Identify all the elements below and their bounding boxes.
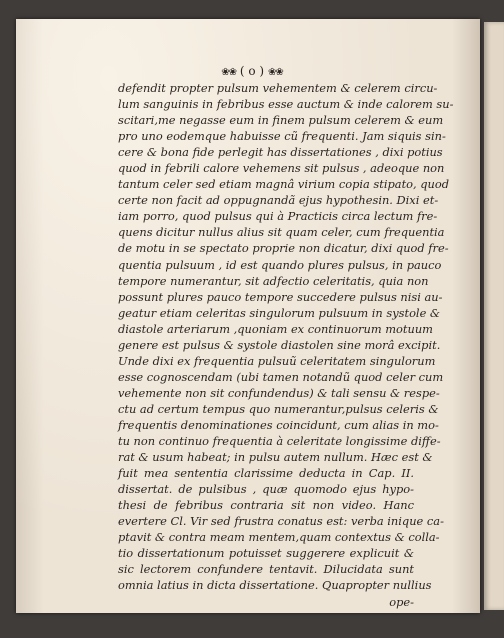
page-header bbox=[0, 64, 504, 78]
adjacent-page-edge bbox=[484, 22, 504, 610]
body-text bbox=[118, 80, 454, 610]
text-line: possunt plures pauco tempore succedere pulsus nisi au- bbox=[118, 289, 443, 304]
page-number: ( o ) bbox=[239, 64, 265, 78]
text-line: diastole arteriarum ,quoniam ex continuorum motuum bbox=[118, 321, 433, 336]
text-line: lum sanguinis in febribus esse auctum & inde calorem su- bbox=[118, 97, 454, 112]
text-line: thesi de febribus contraria sit non video. Hanc bbox=[118, 498, 414, 513]
text-line: quod in febrili calore vehemens sit pulsus , adeoque non bbox=[118, 161, 445, 176]
text-line: fuit mea sententia clarissime deducta in Cap. II. bbox=[118, 466, 414, 481]
text-line: tempore numerantur, sit adfectio celeritatis, quia non bbox=[118, 273, 429, 288]
text-line: omnia latius in dicta dissertatione. Quapropter nullius bbox=[118, 578, 432, 593]
text-line: tu non continuo frequentia à celeritate longissime diffe- bbox=[118, 434, 441, 449]
text-line: tio dissertationum potuisset suggerere explicuit & bbox=[118, 546, 414, 561]
text-line: frequentis denominationes coincidunt, cum alias in mo- bbox=[118, 417, 439, 432]
text-line: geatur etiam celeritas singulorum pulsuum in systole & bbox=[118, 305, 441, 320]
text-line: sic lectorem confundere tentavit. Dilucidata sunt bbox=[118, 562, 414, 577]
text-line: cere & bona fide perlegit has dissertationes , dixi potius bbox=[118, 145, 443, 160]
text-line: quentia pulsuum , id est quando plures pulsus, in pauco bbox=[118, 257, 442, 272]
text-line: de motu in se spectato proprie non dicatur, dixi quod fre- bbox=[118, 241, 449, 256]
text-line: rat & usum habeat; in pulsu autem nullum. Hæc est & bbox=[118, 450, 433, 465]
text-line: Unde dixi ex frequentia pulsuũ celeritatem singulorum bbox=[118, 353, 436, 368]
text-line: evertere Cl. Vir sed frustra conatus est: verba inique ca- bbox=[118, 514, 444, 529]
text-line: certe non facit ad oppugnandã ejus hypothesin. Dixi et- bbox=[118, 193, 439, 208]
text-line: ptavit & contra meam mentem,quam contextus & colla- bbox=[118, 530, 440, 545]
ornament-left-icon: ❀❀ bbox=[221, 67, 237, 78]
text-line: iam porro, quod pulsus qui à Practicis circa lectum fre- bbox=[118, 209, 438, 224]
text-line: vehemente non sit confundendus) & tali sensu & respe- bbox=[118, 385, 440, 400]
text-line: genere est pulsus & systole diastolen sine morâ excipit. bbox=[118, 337, 441, 352]
text-line: dissertat. de pulsibus , quæ quomodo ejus hypo- bbox=[118, 482, 414, 497]
text-line: scitari,me negasse eum in finem pulsum celerem & eum bbox=[118, 113, 444, 128]
catchword: ope- bbox=[389, 594, 414, 609]
text-line: tantum celer sed etiam magnâ virium copia stipato, quod bbox=[118, 177, 450, 192]
text-line: ctu ad certum tempus quo numerantur,pulsus celeris & bbox=[118, 401, 439, 416]
ornament-right-icon: ❀❀ bbox=[267, 67, 283, 78]
text-line: defendit propter pulsum vehementem & celerem circu- bbox=[118, 81, 438, 95]
text-line: esse cognoscendam (ubi tamen notandũ quod celer cum bbox=[118, 369, 444, 384]
text-line: pro uno eodemque habuisse cũ frequenti. Jam siquis sin- bbox=[118, 129, 446, 144]
text-line: quens dicitur nullus alius sit quam celer, cum frequentia bbox=[118, 225, 445, 240]
